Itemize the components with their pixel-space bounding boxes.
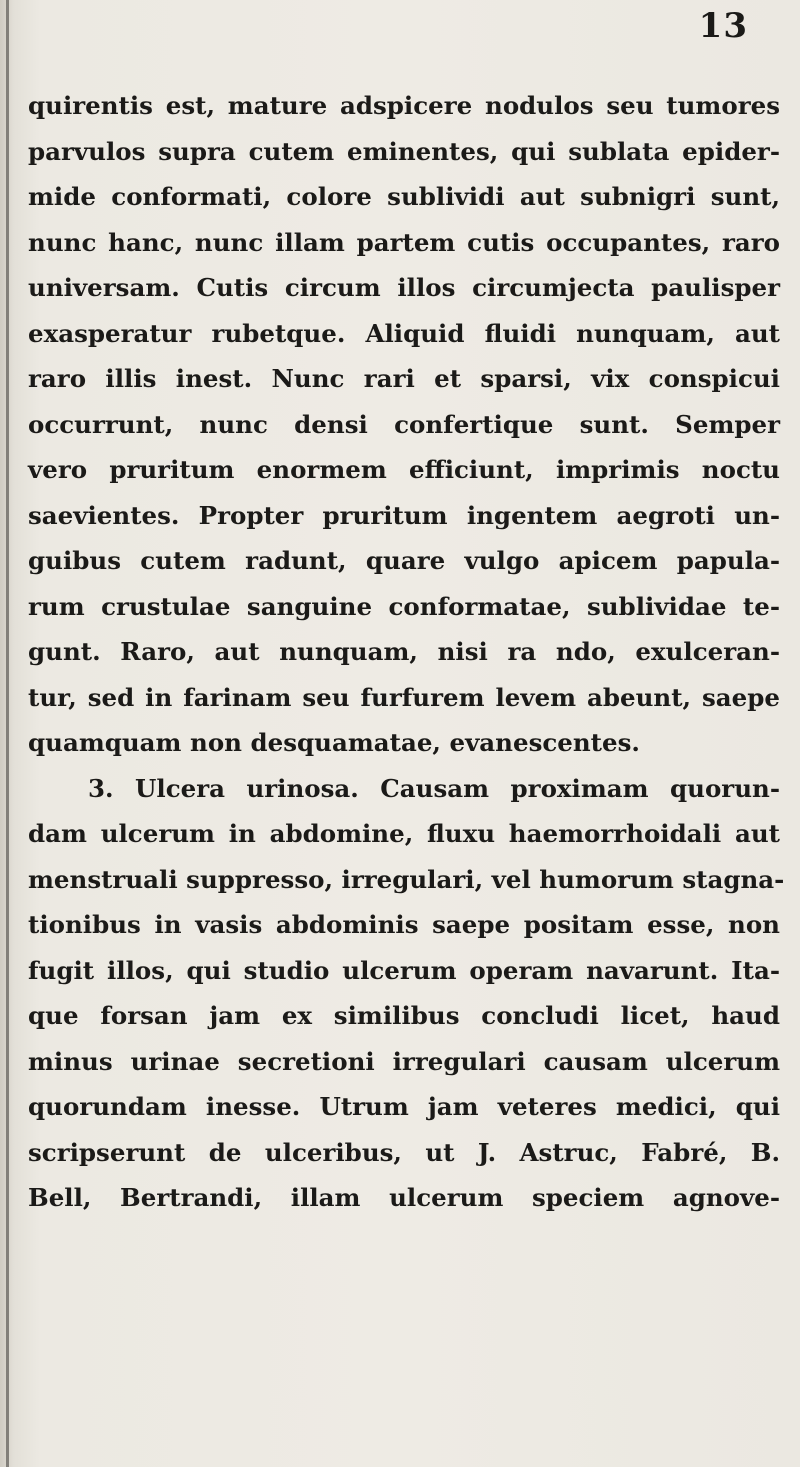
text-line: quamquam non desquamatae, evanescentes. — [28, 728, 640, 757]
text-line: quirentis est, mature adspicere nodulos seu tumores — [28, 91, 780, 120]
text-line: tur, sed in farinam seu furfurem levem abeunt, saepe — [28, 682, 780, 712]
body-text — [28, 91, 785, 1232]
text-line: tionibus in vasis abdominis saepe positam esse, non — [28, 910, 780, 939]
text-line: dam ulcerum in abdomine, fluxu haemorrhoidali aut — [28, 819, 780, 848]
text-line: guibus cutem radunt, quare vulgo apicem papula- — [28, 546, 780, 575]
text-line: occurrunt, nunc densi confertique sunt. Semper — [28, 409, 780, 439]
text-line: minus urinae secretioni irregulari causam ulcerum — [28, 1046, 780, 1076]
text-line: menstruali suppresso, irregulari, vel humorum stagna- — [28, 864, 785, 894]
page-gutter — [6, 0, 9, 1467]
text-line: saevientes. Propter pruritum ingentem aegroti un- — [28, 500, 780, 530]
text-line: parvulos supra cutem eminentes, qui sublata epider- — [28, 136, 780, 166]
text-line: que forsan jam ex similibus concludi licet, haud — [28, 1001, 780, 1030]
text-line: universam. Cutis circum illos circumjecta paulisper — [28, 273, 780, 302]
page-number: 13 — [698, 6, 748, 46]
text-line: nunc hanc, nunc illam partem cutis occupantes, raro — [28, 227, 780, 257]
text-line: gunt. Raro, aut nunquam, nisi ra ndo, exulceran- — [28, 637, 780, 666]
text-line: scripserunt de ulceribus, ut J. Astruc, Fabré, B. — [28, 1137, 780, 1167]
section-heading-line: 3. Ulcera urinosa. Causam proximam quorun- — [88, 773, 780, 803]
text-line: Bell, Bertrandi, illam ulcerum speciem agnove- — [28, 1183, 780, 1212]
text-line: mide conformati, colore sublividi aut subnigri sunt, — [28, 182, 780, 211]
text-line: vero pruritum enormem efficiunt, imprimis noctu — [28, 455, 780, 484]
text-line: exasperatur rubetque. Aliquid fluidi nunquam, aut — [28, 318, 780, 348]
text-line: fugit illos, qui studio ulcerum operam navarunt. Ita- — [28, 955, 780, 985]
text-line: rum crustulae sanguine conformatae, sublividae te- — [28, 591, 780, 621]
text-line: raro illis inest. Nunc rari et sparsi, vix conspicui — [28, 364, 780, 393]
text-line: quorundam inesse. Utrum jam veteres medici, qui — [28, 1092, 780, 1121]
